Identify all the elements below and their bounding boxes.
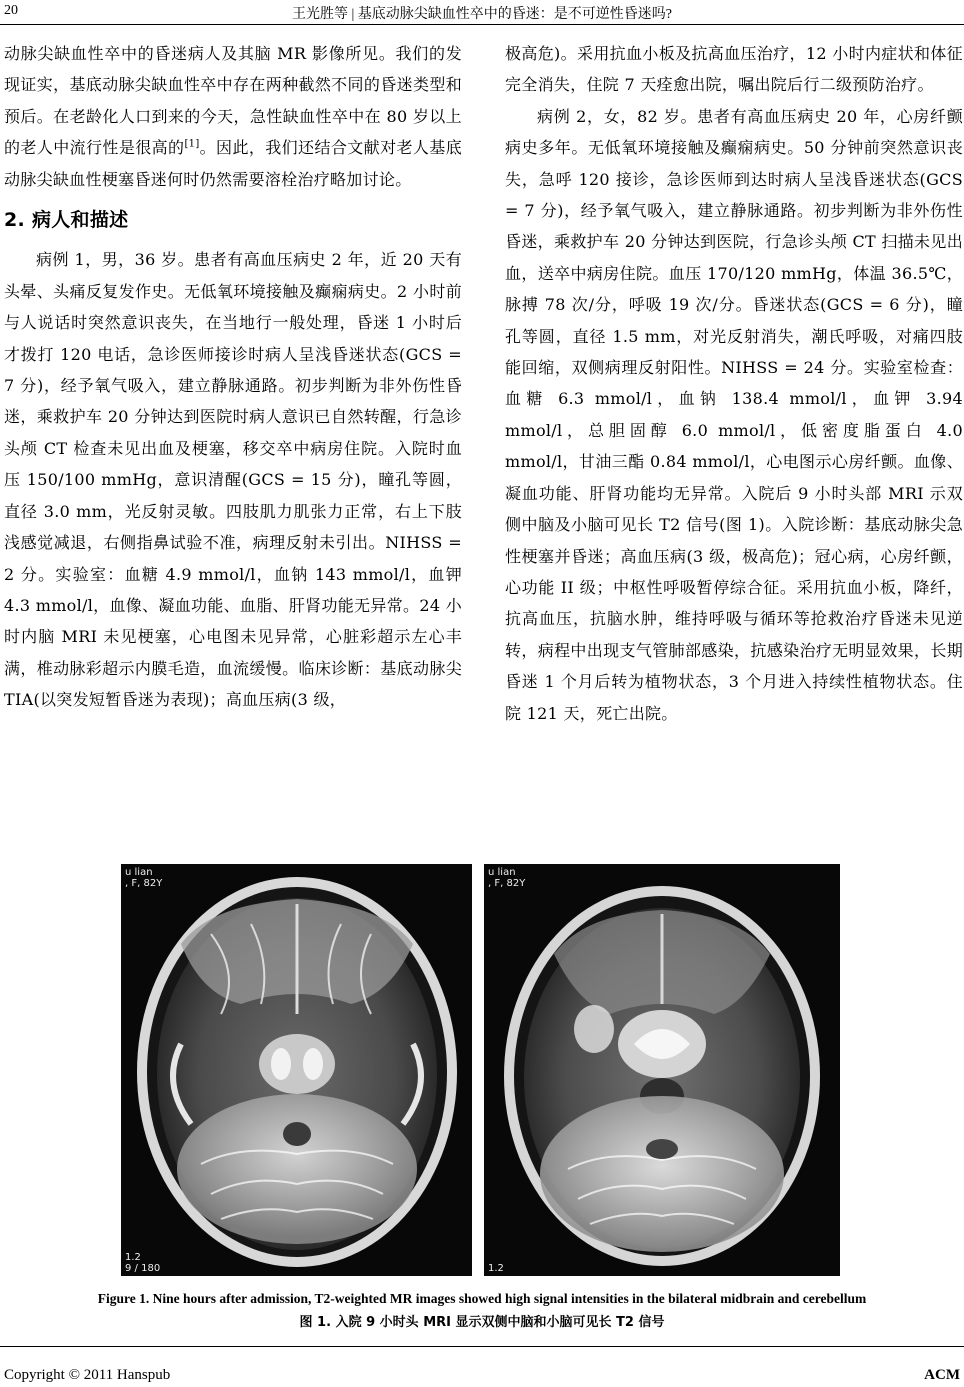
- mri-image-midbrain: [121, 864, 472, 1276]
- intro-paragraph: 动脉尖缺血性卒中的昏迷病人及其脑 MR 影像所见。我们的发现证实，基底动脉尖缺血性卒中存在两种截然不同的昏迷类型和预后。在老龄化人口到来的今天，急性缺血性卒中在 80 岁以上的老人中流行性是很高的[1]。因此，我们还结合文献对老人基底动脉尖缺血性梗塞昏迷何时仍然需要溶栓治疗略加讨论。: [4, 44, 462, 189]
- copyright-notice: Copyright © 2011 Hanspub: [4, 1367, 171, 1383]
- mri-overlay-label: u lian , F, 82Y: [488, 867, 526, 889]
- right-column: [505, 38, 963, 729]
- case-1-paragraph: 病例 1，男，36 岁。患者有高血压病史 2 年，近 20 天有头晕、头痛反复发作史。无低氧环境接触及癫痫病史。2 小时前与人说话时突然意识丧失，在当地行一般处理，昏迷 1 小时后才拨打 120 电话，急诊医师接诊时病人呈浅昏迷状态(GCS = 7 分)，经予氧气吸入，建立静脉通路。初步判断为非外伤性昏迷，乘救护车 20 分钟达到医院时病人意识已自然转醒，行急诊头颅 CT 检查未见出血及梗塞，移交卒中病房住院。入院时血压 150/100 mmHg，意识清醒(GCS = 15 分)，瞳孔等圆，直径 3.0 mm，光反射灵敏。四肢肌力肌张力正常，右上下肢浅感觉减退，右侧指鼻试验不准，病理反射未引出。NIHSS = 2 分。实验室：血糖 4.9 mmol/l，血钠 143 mmol/l，血钾 4.3 mmol/l，血像、凝血功能、血脂、肝肾功能无异常。24 小时内脑 MRI 未见梗塞，心电图未见异常，心脏彩超示左心丰满，椎动脉彩超示内膜毛造，血流缓慢。临床诊断：基底动脉尖 TIA(以突发短暂昏迷为表现)；高血压病(3 级，: [4, 250, 462, 710]
- left-column: [4, 38, 462, 716]
- mri-overlay-slice: 1.2 9 / 180: [125, 1252, 161, 1274]
- figure-caption-english: Figure 1. Nine hours after admission, T2-weighted MR images showed high signal intensities in the bilateral midbrain and cerebellum: [97, 1291, 867, 1306]
- page-header: [0, 0, 964, 25]
- running-title: 王光胜等 | 基底动脉尖缺血性卒中的昏迷：是不可逆性昏迷吗?: [291, 7, 672, 22]
- mri-image-cerebellum: [484, 864, 840, 1276]
- mri-overlay-slice: 1.2: [488, 1263, 504, 1274]
- page-footer: [0, 1346, 964, 1387]
- citation-ref[interactable]: [1]: [184, 138, 200, 150]
- mri-overlay-label: u lian , F, 82Y: [125, 867, 163, 889]
- case-2-paragraph: 病例 2，女，82 岁。患者有高血压病史 20 年，心房纤颤病史多年。无低氧环境接触及癫痫病史。50 分钟前突然意识丧失，急呼 120 接诊，急诊医师到达时病人呈浅昏迷状态(GCS = 7 分)，经予氧气吸入，建立静脉通路。初步判断为非外伤性昏迷，乘救护车 20 分钟达到医院，行急诊头颅 CT 扫描未见出血，送卒中病房住院。血压 170/120 mmHg，体温 36.5℃，脉搏 78 次/分，呼吸 19 次/分。昏迷状态(GCS = 6 分)，瞳孔等圆，直径 1.5 mm，对光反射消失，潮氏呼吸，对痛四肢能回缩，双侧病理反射阳性。NIHSS = 24 分。实验室检查：血糖 6.3 mmol/l，血钠 138.4 mmol/l，血钾 3.94 mmol/l，总胆固醇 6.0 mmol/l，低密度脂蛋白 4.0 mmol/l，甘油三酯 0.84 mmol/l，心电图示心房纤颤。血像、凝血功能、肝肾功能均无异常。入院后 9 小时头部 MRI 示双侧中脑及小脑可见长 T2 信号(图 1)。入院诊断：基底动脉尖急性梗塞并昏迷；高血压病(3 级，极高危)；冠心病，心房纤颤，心功能 II 级；中枢性呼吸暂停综合征。采用抗血小板，降纤，抗高血压，抗脑水肿，维持呼吸与循环等抢救治疗昏迷未见逆转，病程中出现支气管肺部感染，抗感染治疗无明显效果，长期昏迷 1 个月后转为植物状态，3 个月进入持续性植物状态。住院 121 天，死亡出院。: [505, 106, 963, 723]
- journal-abbreviation: ACM: [924, 1367, 960, 1383]
- section-heading: 2. 病人和描述: [4, 209, 129, 232]
- case-1-continued: 极高危)。采用抗血小板及抗高血压治疗，12 小时内症状和体征完全消失，住院 7 天痊愈出院，嘱出院后行二级预防治疗。: [505, 44, 963, 95]
- page-number: 20: [4, 3, 18, 18]
- figure-caption-chinese: 图 1. 入院 9 小时头 MRI 显示双侧中脑和小脑可见长 T2 信号: [299, 1315, 665, 1330]
